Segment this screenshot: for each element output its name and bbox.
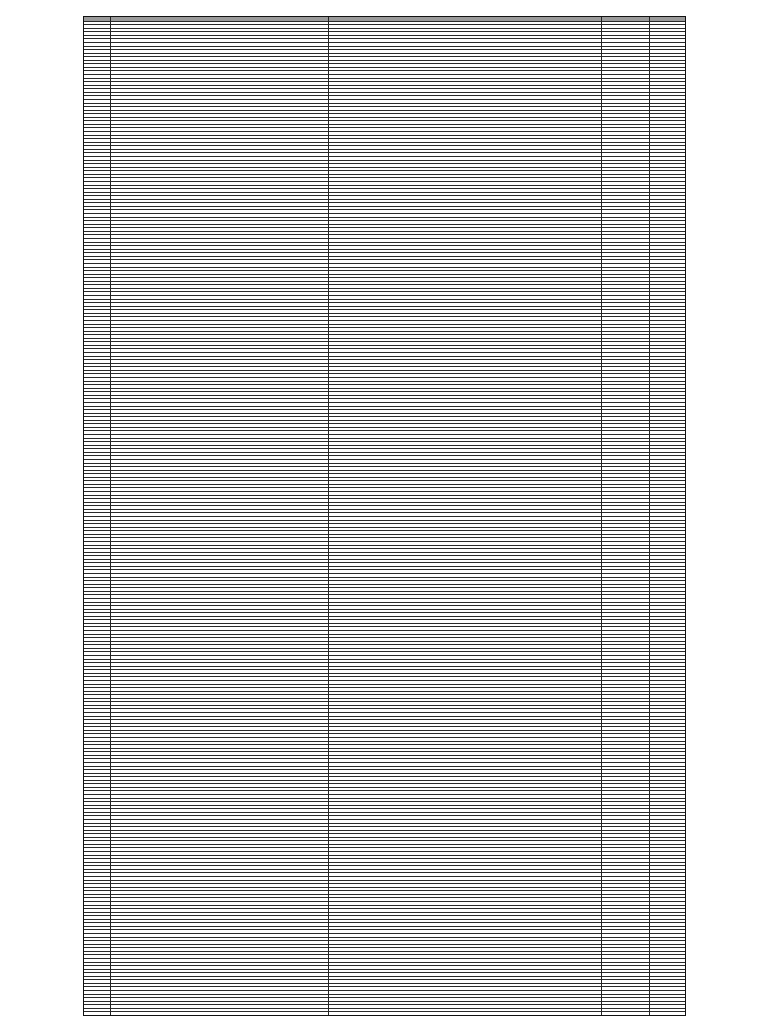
column-divider	[601, 17, 602, 1015]
column-divider	[649, 17, 650, 1015]
column-divider	[328, 17, 329, 1015]
column-divider	[110, 17, 111, 1015]
data-table	[83, 16, 686, 1016]
table-column-lines	[84, 17, 685, 1015]
